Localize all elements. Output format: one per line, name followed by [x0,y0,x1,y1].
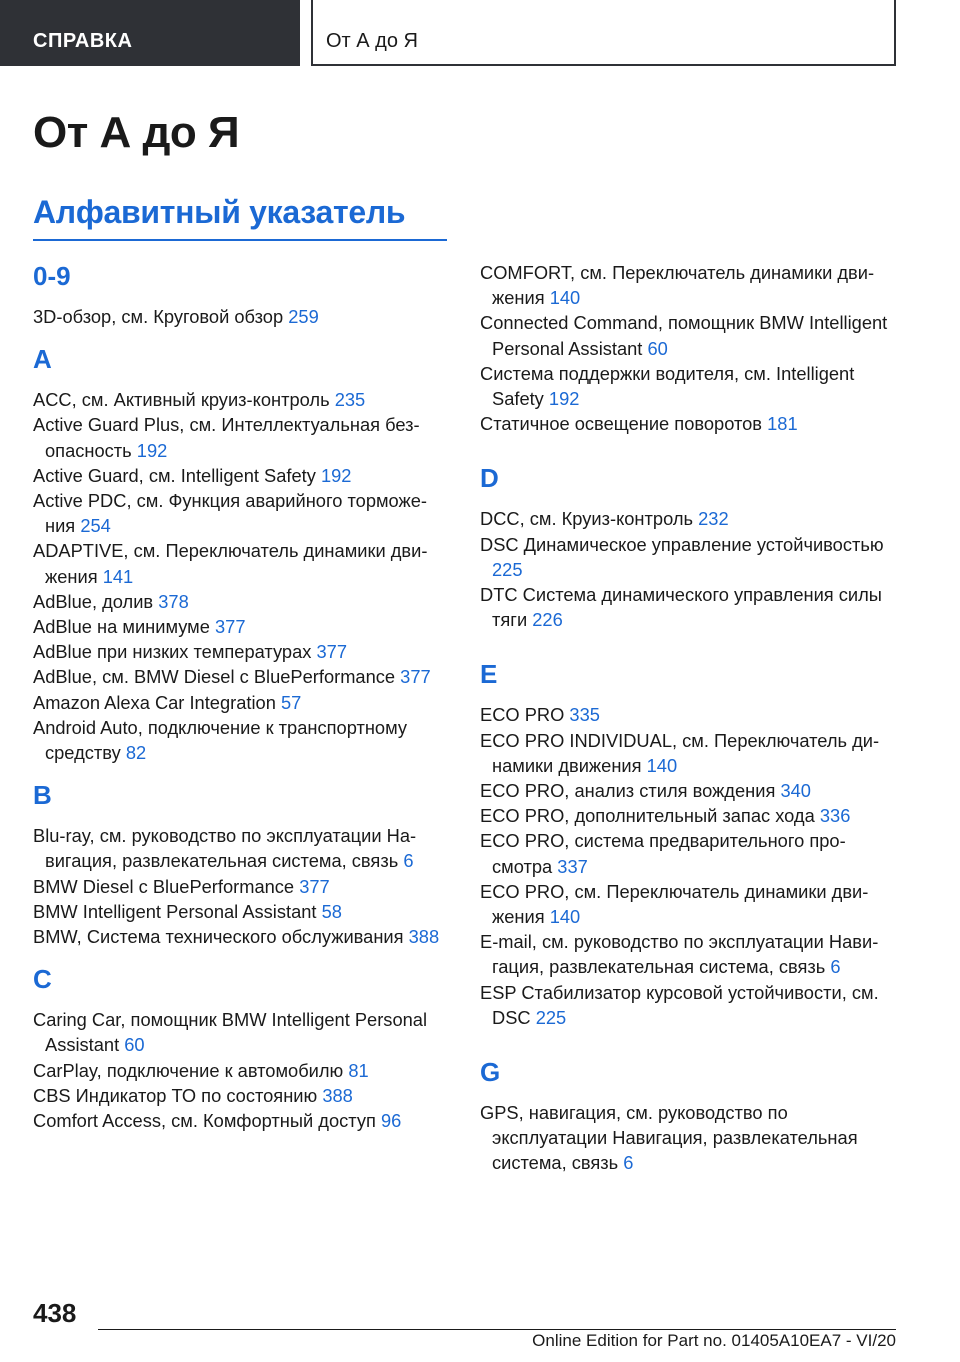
index-entry-page-link[interactable]: 377 [316,641,348,663]
index-entry-page-link[interactable]: 192 [548,388,580,410]
index-entry-page-link[interactable]: 58 [321,900,342,922]
index-entry [33,538,451,588]
page-header [0,0,960,66]
index-entry-text: CBS Индикатор ТО по состоянию [33,1084,318,1106]
index-entry-page-link[interactable]: 6 [830,956,841,978]
index-entry-text: DCC, см. Круиз-контроль [480,508,694,530]
index-entry-list [480,1100,898,1176]
index-entry-text: AdBlue на минимуме [33,616,210,638]
index-entry [480,778,898,803]
index-entry-text: GPS, навигация, см. руководство по эксплуатации Навигация, развлекательная система, связь [480,1102,858,1174]
index-entry-text: ECO PRO, анализ стиля вождения [480,780,776,802]
index-entry-text: BMW Intelligent Personal Assistant [33,900,317,922]
index-entry-text: ECO PRO, дополнительный запас хода [480,805,815,827]
index-entry-page-link[interactable]: 6 [623,1152,634,1174]
index-entry-page-link[interactable]: 60 [124,1034,145,1056]
footer-edition: Online Edition for Part no. 01405A10EA7 - VI/20 [532,1331,896,1350]
index-entry-page-link[interactable]: 225 [535,1006,567,1028]
index-entry-page-link[interactable]: 340 [780,780,811,802]
header-section-label: СПРАВКА [0,0,300,66]
index-entry-page-link[interactable]: 6 [403,850,414,872]
index-entry-text: Connected Command, помощник BMW Intelligent Personal Assistant [480,312,888,359]
index-entry [480,702,898,727]
index-entry [480,506,898,531]
index-group-letter: G [480,1057,501,1088]
index-entry-page-link[interactable]: 226 [532,609,563,631]
index-entry-text: COMFORT, см. Переключатель динамики движения [480,262,875,309]
index-entry-text: ECO PRO, см. Переключатель динамики движения [480,880,869,928]
index-entry-text: AdBlue, см. BMW Diesel с BluePerformance [33,666,396,688]
index-entry-page-link[interactable]: 335 [569,704,600,726]
index-group-letter: A [33,344,52,375]
index-entry-list [480,506,898,632]
index-entry-page-link[interactable]: 60 [647,337,668,359]
index-group [33,775,451,949]
index-entry-text: ECO PRO, система предварительного просмотра [480,830,846,877]
index-entry-page-link[interactable]: 225 [492,558,523,580]
index-entry-text: ECO PRO [480,704,565,726]
index-entry-text: 3D-обзор, см. Круговой обзор [33,306,284,327]
index-entry [480,361,898,411]
index-entry-text: ADAPTIVE, см. Переключатель динамики движения [33,540,428,587]
index-entry-list [33,304,451,329]
index-group [33,339,451,765]
index-entry [33,715,451,765]
index-group-letter: D [480,463,499,494]
index-entry-text: Статичное освещение поворотов [480,413,763,435]
index-entry-text: E-mail, см. руководство по эксплуатации Навигация, развлекательная система, связь [480,931,879,978]
index-group-letter: C [33,964,52,995]
index-group [480,654,898,1030]
index-entry [480,980,898,1030]
index-entry-page-link[interactable]: 377 [299,875,330,897]
page-number: 438 [33,1298,77,1328]
index-entry-page-link[interactable]: 259 [288,306,319,327]
index-entry [33,304,451,329]
index-entry-page-link[interactable]: 388 [408,926,440,948]
index-entry-page-link[interactable]: 337 [557,855,588,877]
index-entry-page-link[interactable]: 140 [549,906,581,928]
index-entry [33,823,451,873]
index-entry-text: ECO PRO INDIVIDUAL, см. Переключатель динамики движения [480,729,880,776]
index-entry-text: ESP Стабилизатор курсовой устойчивости, см. DSC [480,981,879,1028]
index-entry [480,532,898,582]
index-group [480,458,898,632]
index-entry-page-link[interactable]: 57 [280,691,302,713]
index-entry-text: Caring Car, помощник BMW Intelligent Personal Assistant [33,1009,428,1056]
index-entry-page-link[interactable]: 140 [549,287,581,309]
index-entry-page-link[interactable]: 140 [646,754,678,776]
index-entry-list [480,702,898,1030]
index-column-left [33,256,451,1139]
index-group-letter: E [480,659,498,690]
index-entry-page-link[interactable]: 192 [136,439,168,461]
index-entry [480,728,898,778]
index-entry [480,929,898,979]
index-entry [480,828,898,878]
index-entry-page-link[interactable]: 141 [102,565,134,587]
index-entry [33,924,451,949]
index-entry [480,260,898,310]
index-entry-text: DTC Система динамического управления силы тяги [480,584,882,631]
index-entry [480,803,898,828]
index-entry-text: AdBlue, долив [33,590,154,612]
index-entry-text: CarPlay, подключение к автомобилю [33,1059,344,1081]
index-entry [480,879,898,929]
index-entry [33,874,451,899]
index-entry [33,1058,451,1083]
index-entry-text: DSC Динамическое управление устойчивостью [480,533,884,555]
index-entry [33,690,451,715]
index-entry [33,488,451,538]
index-entry [33,639,451,664]
index-group [33,959,451,1133]
index-entry [480,310,898,360]
index-entry-page-link[interactable]: 377 [400,666,431,688]
index-group [480,1052,898,1176]
index-entry-list [33,387,451,765]
index-entry-page-link[interactable]: 96 [380,1110,402,1132]
index-entry [33,899,451,924]
index-entry [33,614,451,639]
index-entry-page-link[interactable]: 378 [158,590,189,612]
index-entry-page-link[interactable]: 181 [767,413,798,435]
index-column-right [480,260,898,1182]
index-entry-page-link[interactable]: 388 [322,1084,353,1106]
index-entry [480,411,898,436]
index-entry-text: BMW, Система технического обслуживания [33,926,404,948]
index-entry [33,589,451,614]
index-entry-page-link[interactable]: 82 [125,742,147,764]
index-entry-page-link[interactable]: 232 [698,508,729,530]
index-group-letter: 0-9 [33,261,71,291]
index-entry-list [33,823,451,949]
index-entry [33,664,451,689]
index-entry-page-link[interactable]: 254 [80,515,111,537]
index-entry-text: Система поддержки водителя, см. Intelligent Safety [480,362,855,410]
index-entry-page-link[interactable]: 336 [819,805,851,827]
page-title: От А до Я [33,108,240,157]
section-divider [33,239,447,241]
index-entry-list [33,1007,451,1133]
index-entry [33,1083,451,1108]
index-entry-text: Android Auto, подключение к транспортному средству [33,716,408,764]
index-entry-page-link[interactable]: 192 [320,464,352,486]
index-entry [480,1100,898,1176]
index-entry-text: Comfort Access, см. Комфортный доступ [33,1110,376,1132]
section-title: Алфавитный указатель [33,194,406,230]
index-entry-page-link[interactable]: 81 [348,1059,369,1081]
index-entry [480,582,898,632]
index-entry-list [480,260,898,436]
index-entry-page-link[interactable]: 377 [215,616,246,638]
index-entry-text: AdBlue при низких температурах [33,641,312,663]
index-entry [33,412,451,462]
index-entry-text: Active Guard, см. Intelligent Safety [33,464,316,486]
footer-divider [98,1329,896,1330]
index-entry [33,1007,451,1057]
index-entry-page-link[interactable]: 235 [334,389,366,411]
index-entry-text: Blu-ray, см. руководство по эксплуатации Навигация, развлекательная система, связь [33,825,417,872]
index-entry-text: BMW Diesel с BluePerformance [33,875,295,897]
index-entry [33,1108,451,1133]
index-entry-text: ACC, см. Активный круиз-контроль [33,389,330,411]
index-entry-text: Amazon Alexa Car Integration [33,691,276,713]
index-entry [33,387,451,412]
index-entry-text: Active PDC, см. Функция аварийного торможения [33,490,428,537]
index-entry [33,463,451,488]
index-group [33,256,451,329]
header-breadcrumb: От А до Я [311,0,896,66]
index-entry-text: Active Guard Plus, см. Интеллектуальная безопасность [33,414,420,461]
index-group [480,260,898,436]
index-group-letter: B [33,780,52,811]
